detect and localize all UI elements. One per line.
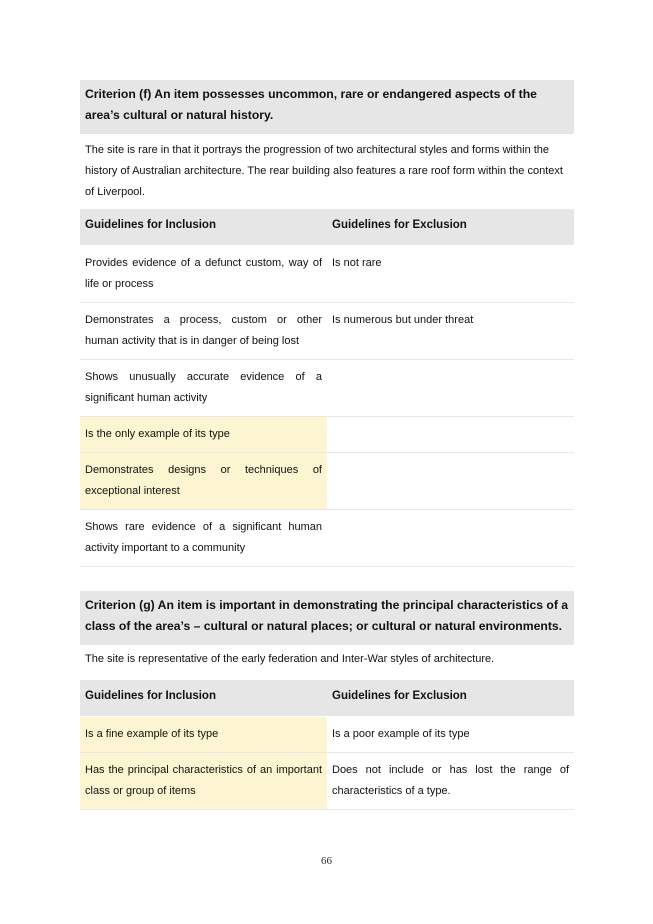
- col-inclusion-header: Guidelines for Inclusion: [80, 210, 327, 245]
- inclusion-cell: Demonstrates a process, custom or other human activity that is in danger of being lost: [80, 302, 327, 359]
- table-row: [80, 716, 574, 752]
- col-exclusion-header: Guidelines for Exclusion: [327, 681, 574, 716]
- inclusion-cell-highlighted: Is the only example of its type: [80, 416, 327, 452]
- table-row: [80, 359, 574, 416]
- table-row: [80, 509, 574, 566]
- inclusion-cell: Shows unusually accurate evidence of a significant human activity: [80, 359, 327, 416]
- inclusion-cell-highlighted: Is a fine example of its type: [80, 716, 327, 752]
- col-inclusion-header: Guidelines for Inclusion: [80, 681, 327, 716]
- criterion-f-section: [80, 80, 574, 567]
- criterion-f-heading: Criterion (f) An item possesses uncommon, rare or endangered aspects of the area’s cultural or natural history.: [80, 80, 574, 134]
- inclusion-cell-highlighted: Demonstrates designs or techniques of exceptional interest: [80, 452, 327, 509]
- table-header-row: [80, 681, 574, 716]
- criterion-f-description: The site is rare in that it portrays the progression of two architectural styles and forms within the history of Australian architecture. The rear building also features a rare roof form within the context of Liverpool.: [80, 134, 574, 210]
- exclusion-cell: Does not include or has lost the range of characteristics of a type.: [327, 752, 574, 809]
- criterion-g-description: The site is representative of the early federation and Inter-War styles of architecture.: [80, 645, 574, 681]
- table-row: [80, 302, 574, 359]
- criterion-g-section: [80, 591, 574, 810]
- table-row: [80, 752, 574, 809]
- table-row: [80, 245, 574, 302]
- exclusion-cell: [327, 359, 574, 416]
- col-exclusion-header: Guidelines for Exclusion: [327, 210, 574, 245]
- exclusion-cell: [327, 509, 574, 566]
- exclusion-cell: Is numerous but under threat: [327, 302, 574, 359]
- exclusion-cell: Is not rare: [327, 245, 574, 302]
- inclusion-cell: Shows rare evidence of a significant human activity important to a community: [80, 509, 327, 566]
- exclusion-cell: [327, 452, 574, 509]
- table-row: [80, 452, 574, 509]
- criterion-g-heading: Criterion (g) An item is important in demonstrating the principal characteristics of a class of the area’s – cultural or natural places; or cultural or natural environments.: [80, 591, 574, 645]
- table-header-row: [80, 210, 574, 245]
- criterion-f-table: [80, 210, 574, 567]
- page-number: 66: [321, 855, 332, 867]
- exclusion-cell: [327, 416, 574, 452]
- criterion-g-table: [80, 681, 574, 810]
- table-row: [80, 416, 574, 452]
- exclusion-cell: Is a poor example of its type: [327, 716, 574, 752]
- inclusion-cell: Provides evidence of a defunct custom, way of life or process: [80, 245, 327, 302]
- inclusion-cell-highlighted: Has the principal characteristics of an important class or group of items: [80, 752, 327, 809]
